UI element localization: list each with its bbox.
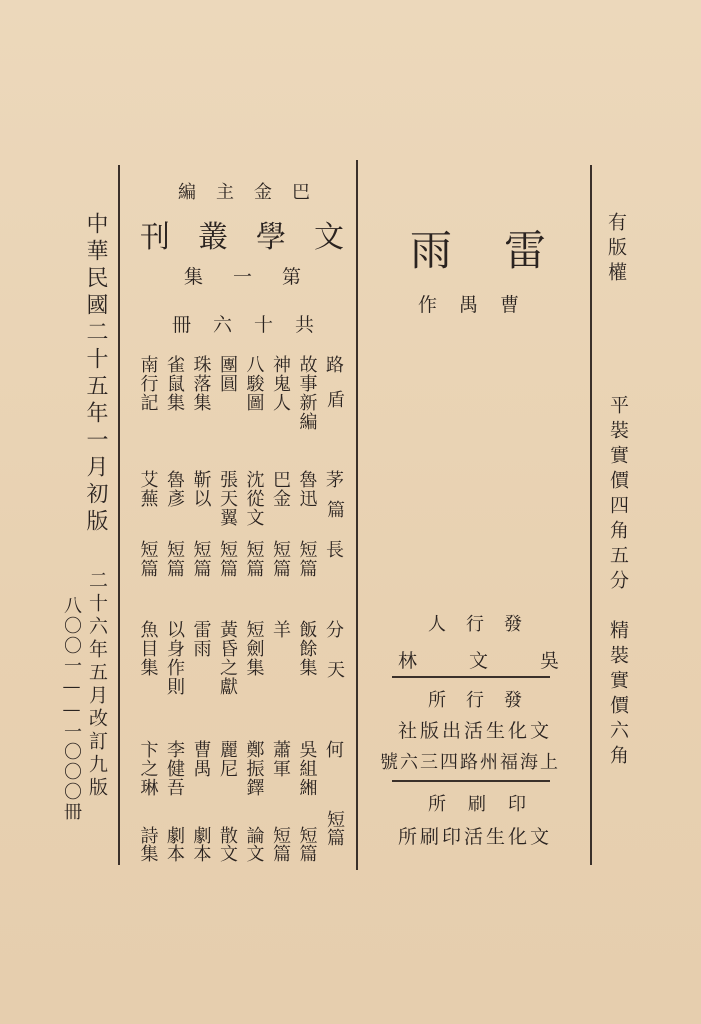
series-entry: 短篇 [164, 540, 185, 578]
series-editor: 巴金主編 [178, 182, 330, 203]
series-genre: 短篇 [270, 826, 291, 862]
series-entry: 飯餘集 [296, 620, 318, 677]
series-entry: 麗尼 [217, 740, 238, 778]
book-title: 雷雨 [410, 226, 599, 275]
series-genre: 散文 [217, 826, 238, 862]
series-entry-continued: 天 [324, 660, 345, 678]
series-entry: 鄭振鐸 [243, 740, 265, 797]
series-entry: 茅 [323, 470, 344, 489]
series-entry: 短篇 [137, 540, 159, 578]
series-entry: 神鬼人 [270, 355, 291, 412]
series-entry: 八駿圖 [243, 355, 265, 412]
series-entry: 短劍集 [243, 620, 265, 677]
series-genre: 劇本 [190, 826, 212, 862]
series-entry: 長 [323, 540, 344, 559]
series-entry: 短篇 [217, 540, 238, 578]
distributor-label: 發行所 [428, 690, 542, 711]
series-entry: 珠落集 [190, 355, 212, 412]
series-entry: 艾蕪 [137, 470, 159, 508]
series-entry: 短篇 [243, 540, 265, 578]
rule-left [118, 165, 120, 865]
series-entry: 張天翼 [217, 470, 238, 527]
printer-name: 文化生活印刷所 [398, 826, 553, 848]
series-entry: 巴金 [270, 470, 291, 508]
series-collection: 第一集 [184, 266, 332, 288]
series-entry: 短篇 [190, 540, 212, 578]
series-entry: 黃昏之獻 [217, 620, 238, 696]
edition-revised: 二十六年五月改訂九版 [86, 570, 108, 800]
series-entry: 何 [323, 740, 344, 759]
distributor-address: 上海福州路四三六號 [380, 752, 560, 773]
series-entry: 曹禺 [190, 740, 212, 778]
series-entry: 團圓 [217, 355, 238, 393]
series-genre: 劇本 [164, 826, 185, 862]
series-entry: 分 [323, 620, 344, 639]
series-entry: 蕭軍 [270, 740, 291, 778]
series-entry: 路 [323, 355, 344, 374]
series-entry: 李健吾 [164, 740, 185, 797]
series-entry-continued: 短篇 [324, 810, 345, 846]
rule-under-issuer [392, 676, 550, 678]
series-entry: 卞之琳 [137, 740, 159, 797]
book-author: 曹禺作 [418, 294, 542, 316]
issuer-name: 吳文林 [398, 650, 612, 672]
series-genre: 論文 [243, 826, 265, 862]
issuer-label: 發行人 [428, 614, 542, 635]
series-entry: 吳組緗 [296, 740, 318, 797]
series-genre: 短篇 [296, 826, 318, 862]
copyright-notice: 有版權 [605, 212, 627, 287]
edition-first: 中華民國二十五年一月初版 [83, 212, 108, 536]
series-entry: 魚目集 [137, 620, 159, 677]
series-genre: 詩集 [137, 826, 159, 862]
series-entry: 魯彥 [164, 470, 185, 508]
price-hardcover: 精裝實價六角 [607, 620, 629, 770]
series-entry-continued: 篇 [324, 500, 345, 518]
series-volume-count: 共十六冊 [172, 314, 337, 336]
series-entry: 短篇 [296, 540, 318, 578]
series-entry: 南行記 [137, 355, 159, 412]
series-entry: 沈從文 [243, 470, 265, 527]
rule-under-address [392, 780, 550, 782]
series-entry: 雷雨 [190, 620, 212, 658]
rule-middle [356, 160, 358, 870]
printer-label: 印刷所 [428, 794, 548, 815]
series-entry: 以身作則 [164, 620, 185, 696]
series-entry: 雀鼠集 [164, 355, 185, 412]
price-paperback: 平裝實價四角五分 [607, 395, 629, 595]
series-entry: 短篇 [270, 540, 291, 578]
distributor-name: 文化生活出版社 [398, 720, 553, 742]
edition-print-run: 八〇〇一——一〇〇〇冊 [61, 596, 82, 822]
series-entry: 故事新編 [296, 355, 318, 431]
series-entry: 靳以 [190, 470, 212, 508]
series-entry-continued: 盾 [324, 390, 345, 408]
series-name: 文學叢刊 [140, 220, 372, 255]
series-entry: 羊 [270, 620, 291, 639]
series-entry: 魯迅 [296, 470, 318, 508]
